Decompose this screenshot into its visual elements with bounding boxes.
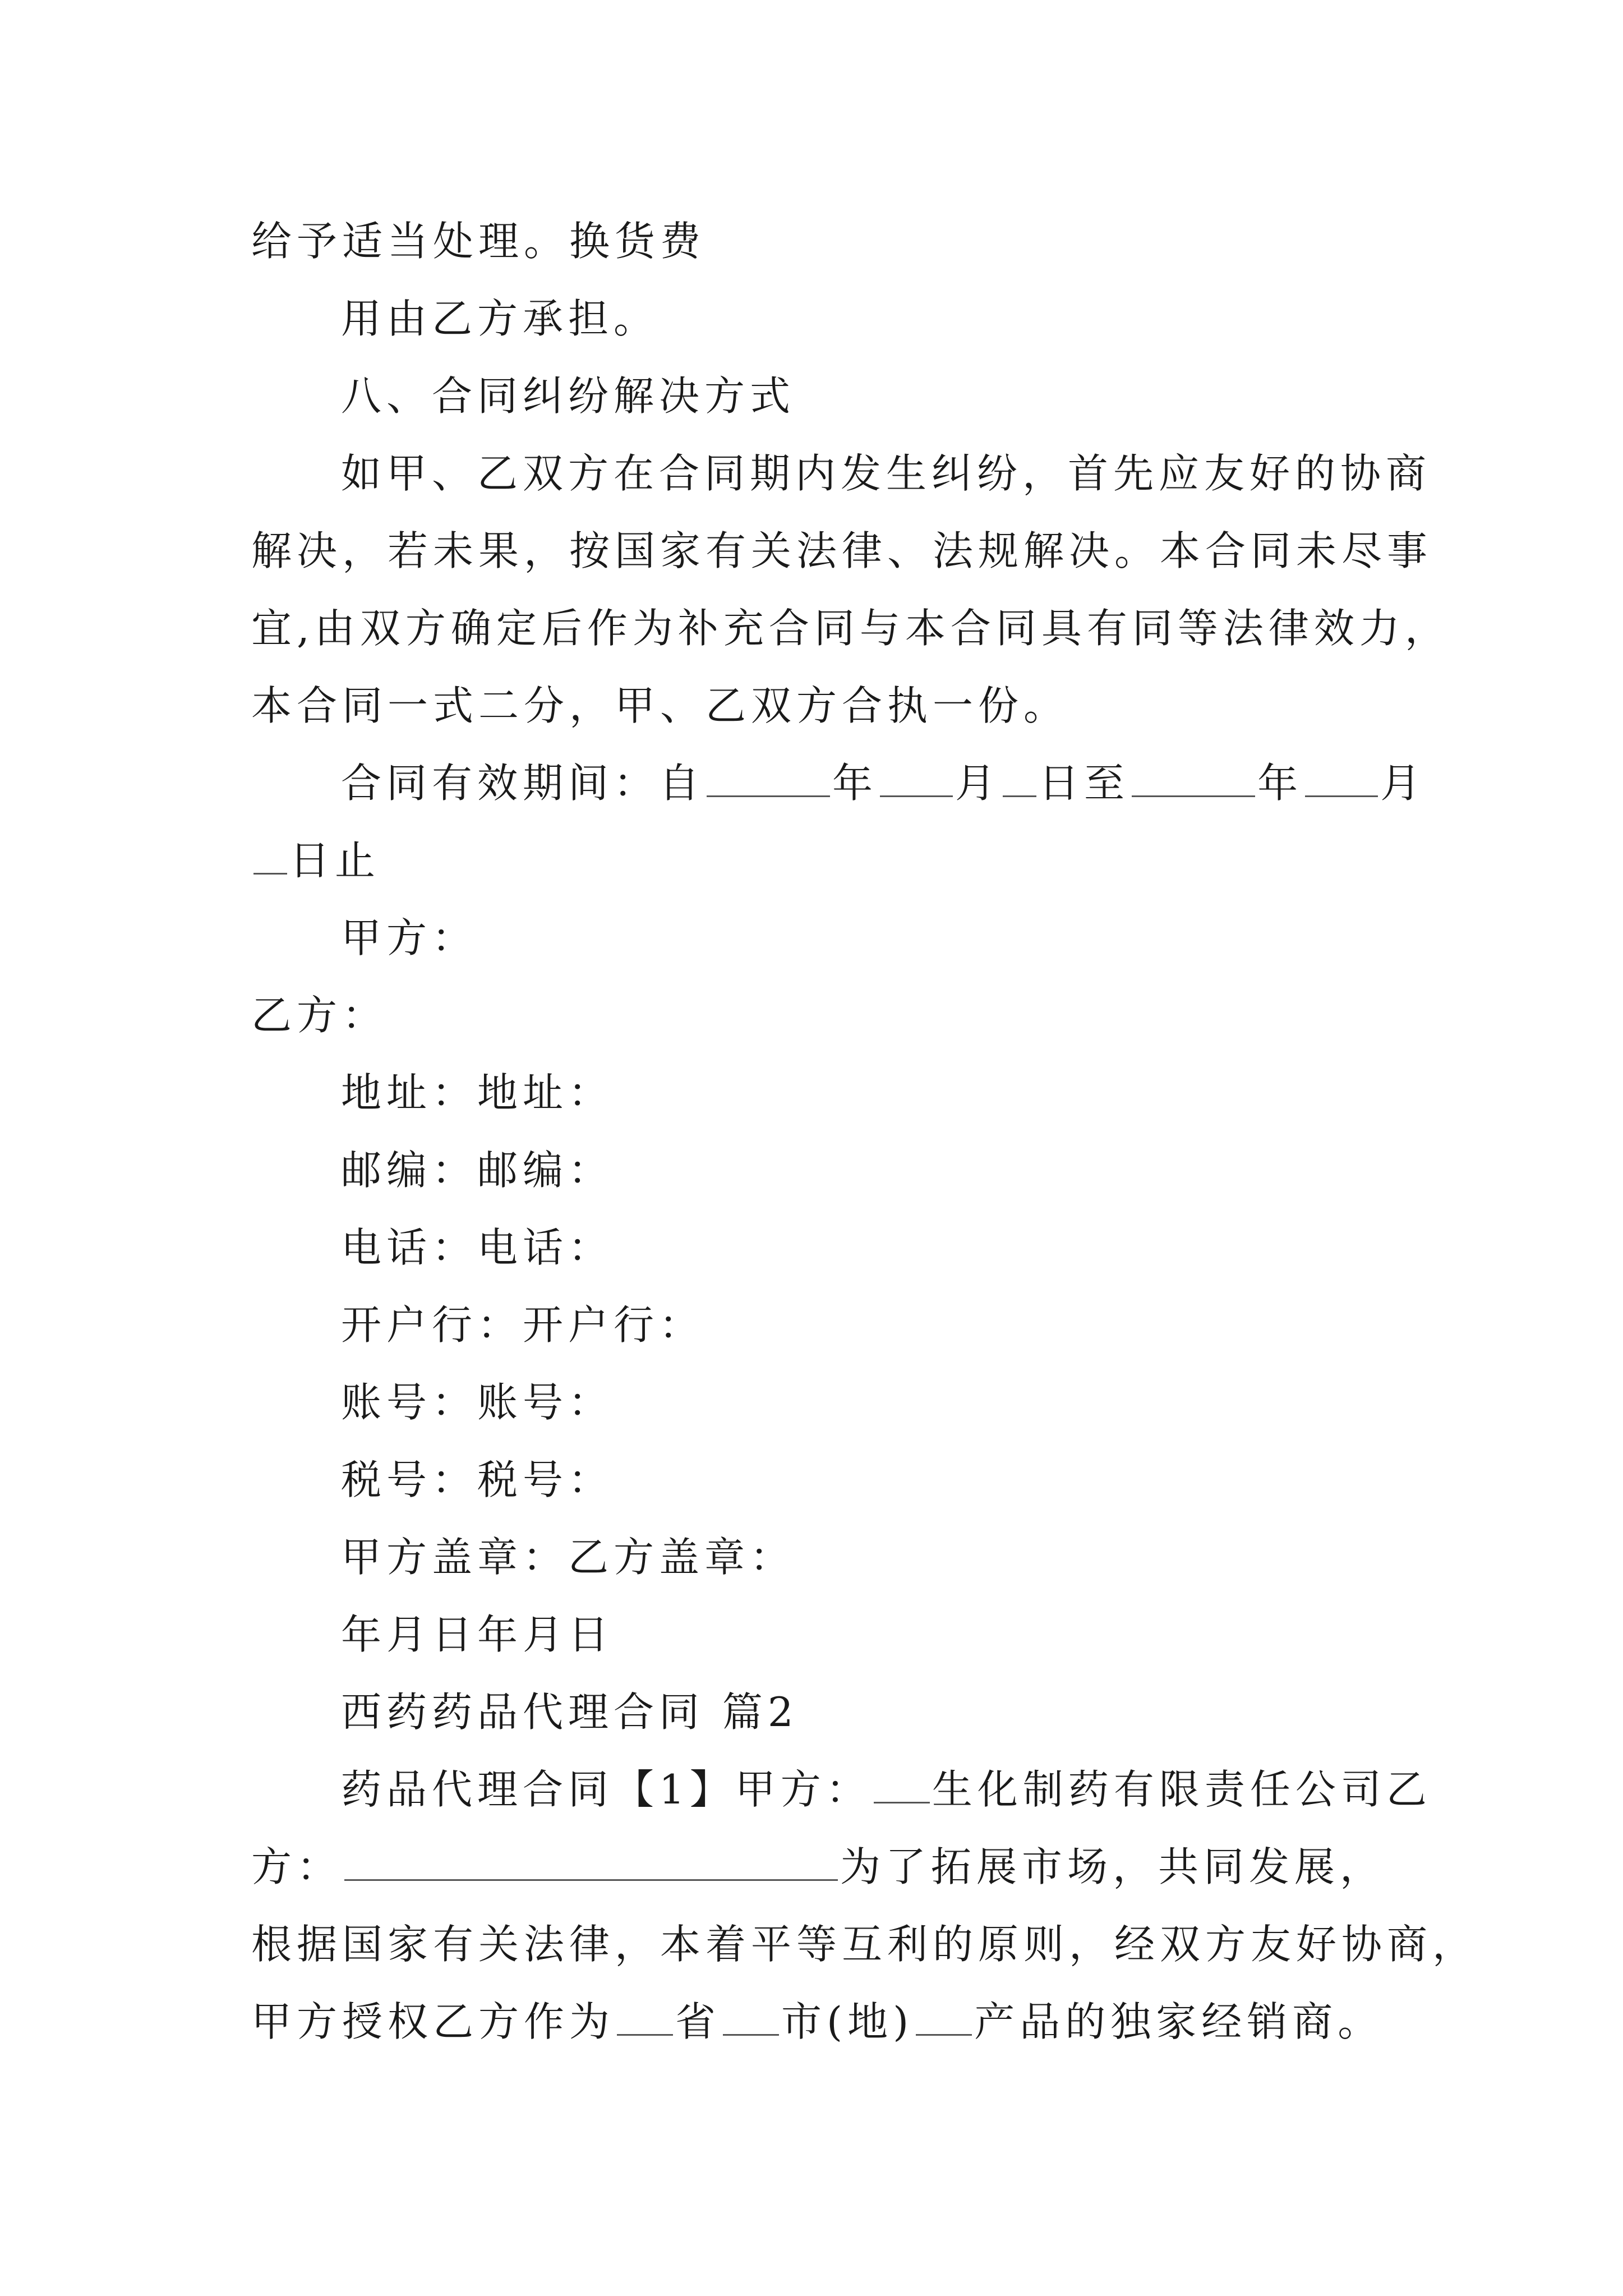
text-line: 解决，若未果，按国家有关法律、法规解决。本合同未尽事 xyxy=(251,527,1433,574)
address-field: 地址：地址： xyxy=(341,1069,614,1116)
date-field: 年月日年月日 xyxy=(341,1611,614,1658)
text-segment: 日止 xyxy=(289,837,381,884)
validity-period-line xyxy=(341,749,1426,817)
party-b-blank xyxy=(344,1844,838,1881)
text-line: 宜,由双方确定后作为补充合同与本合同具有同等法律效力， xyxy=(251,605,1450,652)
seal-field: 甲方盖章：乙方盖章： xyxy=(341,1534,796,1581)
text-segment: 产品的独家经销商。 xyxy=(974,1998,1384,2045)
tax-id-field: 税号：税号： xyxy=(341,1456,614,1503)
validity-period-line-end xyxy=(251,827,1395,894)
section-heading: 八、合同纠纷解决方式 xyxy=(341,372,796,420)
text-segment: 月 xyxy=(955,760,1001,807)
company-blank xyxy=(874,1767,930,1803)
product-blank xyxy=(916,1999,972,2036)
text-line xyxy=(251,1833,1395,1901)
text-line: 给予适当处理。换货费 xyxy=(251,218,706,265)
document-title: 西药药品代理合同 篇2 xyxy=(341,1688,799,1736)
text-line xyxy=(251,1988,1395,2055)
text-segment: 年 xyxy=(832,760,878,807)
bank-field: 开户行：开户行： xyxy=(341,1301,705,1349)
text-segment: 甲方授权乙方作为 xyxy=(251,1998,615,2045)
text-segment: 生化制药有限责任公司乙 xyxy=(932,1766,1432,1813)
year-blank xyxy=(1132,761,1255,797)
month-blank xyxy=(1305,761,1378,797)
party-b-label: 乙方： xyxy=(251,992,388,1039)
postcode-field: 邮编：邮编： xyxy=(341,1147,614,1194)
text-segment: 日至 xyxy=(1039,760,1130,807)
city-blank xyxy=(723,1999,779,2036)
day-blank xyxy=(1003,761,1036,797)
text-segment: 月 xyxy=(1380,760,1426,807)
account-field: 账号：账号： xyxy=(341,1379,614,1426)
text-segment: 方： xyxy=(251,1843,343,1890)
text-line xyxy=(341,1756,1432,1823)
year-blank xyxy=(707,761,830,797)
day-blank xyxy=(253,838,287,875)
province-blank xyxy=(617,1999,673,2036)
month-blank xyxy=(880,761,953,797)
party-a-label: 甲方： xyxy=(341,914,478,961)
phone-field: 电话：电话： xyxy=(341,1224,614,1271)
text-line: 如甲、乙双方在合同期内发生纠纷，首先应友好的协商 xyxy=(341,450,1432,497)
text-segment: 年 xyxy=(1257,760,1303,807)
text-line: 根据国家有关法律，本着平等互利的原则，经双方友好协商， xyxy=(251,1921,1478,1968)
text-line: 用由乙方承担。 xyxy=(341,295,660,342)
text-line: 本合同一式二分，甲、乙双方合执一份。 xyxy=(251,682,1069,729)
text-segment: 药品代理合同【1】甲方： xyxy=(341,1766,872,1813)
text-segment: 为了拓展市场，共同发展， xyxy=(840,1843,1386,1890)
text-segment: 省 xyxy=(675,1998,721,2045)
text-segment: 合同有效期间：自 xyxy=(341,760,705,807)
text-segment: 市(地) xyxy=(781,1998,914,2045)
